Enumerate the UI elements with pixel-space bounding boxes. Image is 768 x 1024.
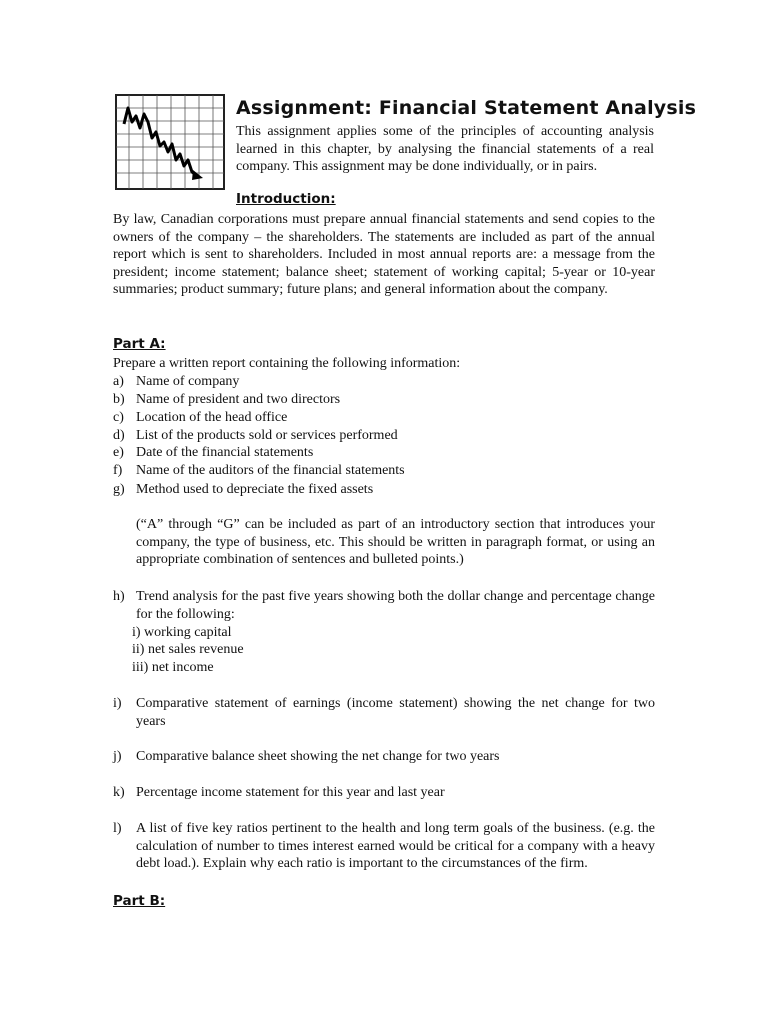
introduction-paragraph: By law, Canadian corporations must prepare annual financial statements and send copies to the owners of the company – the shareholders. The statements are included as part of the annual report which is sent to shareholders. Included in most annual reports are: a message from the president; income statement; balance sheet; statement of working capital; 5-year or 10-year summaries; product summary; future plans; and general information about the company.	[113, 212, 655, 298]
list-item-text: Name of president and two directors	[136, 392, 341, 407]
list-item-label: i)	[113, 696, 122, 711]
list-item-label: j)	[113, 749, 122, 764]
list-item-text: Comparative balance sheet showing the net change for two years	[136, 749, 500, 764]
list-item-label: e)	[113, 445, 124, 460]
part-b-heading: Part B:	[113, 893, 166, 909]
list-item-label: g)	[113, 482, 125, 497]
items-note-paragraph: (“A” through “G” can be included as part of an introductory section that introduces your company, the type of business, etc. This should be written in paragraph format, or using an appropriate combination of sentences and bulleted points.)	[136, 517, 655, 568]
list-item-label: h)	[113, 589, 125, 604]
list-item-text: Method used to depreciate the fixed assets	[136, 482, 374, 497]
part-a-lead: Prepare a written report containing the following information:	[113, 356, 461, 371]
sub-item: ii) net sales revenue	[132, 642, 244, 657]
list-item-text: Name of company	[136, 374, 240, 389]
assignment-description: This assignment applies some of the principles of accounting analysis learned in this chapter, by analysing the financial statements of a real company. This assignment may be done individually, or in pairs.	[236, 124, 654, 175]
introduction-heading: Introduction:	[236, 191, 336, 207]
list-item-label: k)	[113, 785, 125, 800]
list-item-text: A list of five key ratios pertinent to the health and long term goals of the business. (e.g. the calculation of number to times interest earned would be critical for a company with a heavy debt load.). Explain why each ratio is important to the circumstances of the firm.	[136, 821, 655, 872]
list-item-text: Date of the financial statements	[136, 445, 314, 460]
part-a-heading: Part A:	[113, 336, 166, 352]
sub-item: iii) net income	[132, 660, 214, 675]
list-item-text: Comparative statement of earnings (income statement) showing the net change for two years	[136, 696, 655, 729]
list-item-text: Trend analysis for the past five years showing both the dollar change and percentage change for the following:	[136, 589, 655, 622]
list-item-label: f)	[113, 463, 123, 478]
list-item-label: c)	[113, 410, 124, 425]
list-item-label: d)	[113, 428, 125, 443]
list-item-text: Percentage income statement for this year and last year	[136, 785, 445, 800]
list-item-label: l)	[113, 821, 122, 836]
list-item-text: Name of the auditors of the financial statements	[136, 463, 405, 478]
list-item-text: Location of the head office	[136, 410, 288, 425]
list-item-text: List of the products sold or services performed	[136, 428, 398, 443]
document-title: Assignment: Financial Statement Analysis	[236, 97, 697, 119]
list-item-label: a)	[113, 374, 124, 389]
sub-item: i) working capital	[132, 625, 232, 640]
declining-chart-graphic	[115, 94, 225, 195]
list-item-label: b)	[113, 392, 125, 407]
